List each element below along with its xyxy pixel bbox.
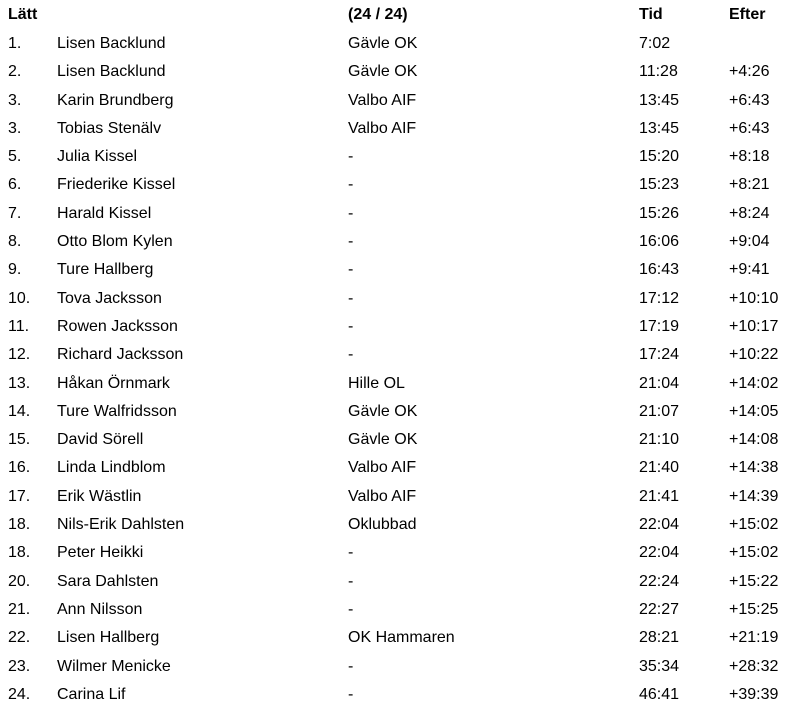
- result-place: 18.: [8, 516, 31, 534]
- result-place: 14.: [8, 402, 31, 420]
- time-behind: +6:43: [729, 91, 770, 109]
- time-behind: +8:18: [729, 148, 770, 166]
- result-row: [0, 115, 792, 143]
- result-row: [0, 200, 792, 228]
- result-row: [0, 313, 792, 341]
- result-place: 23.: [8, 657, 31, 675]
- club-name: OK Hammaren: [348, 629, 455, 647]
- result-time: 11:28: [639, 63, 678, 81]
- time-behind: +8:21: [729, 176, 770, 194]
- club-name: Valbo AIF: [348, 459, 417, 477]
- club-name: -: [348, 289, 354, 307]
- club-name: -: [348, 600, 354, 618]
- result-place: 20.: [8, 572, 31, 590]
- runner-name: Nils-Erik Dahlsten: [57, 516, 185, 534]
- result-row: [0, 171, 792, 199]
- result-time: 13:45: [639, 91, 680, 109]
- runner-name: Lisen Backlund: [57, 35, 166, 52]
- result-place: 13.: [8, 374, 31, 392]
- after-column-header: Efter: [729, 6, 766, 23]
- result-place: 9.: [8, 261, 22, 279]
- result-row: [0, 341, 792, 369]
- club-name: Valbo AIF: [348, 91, 417, 109]
- time-behind: +4:26: [729, 63, 770, 81]
- runner-name: Ture Hallberg: [57, 261, 154, 279]
- result-time: 15:26: [639, 204, 680, 222]
- result-row: [0, 87, 792, 115]
- runner-name: Ture Walfridsson: [57, 402, 177, 420]
- result-place: 18.: [8, 544, 31, 562]
- time-behind: +9:41: [729, 261, 770, 279]
- result-place: 10.: [8, 289, 31, 307]
- runner-name: David Sörell: [57, 431, 144, 449]
- result-place: 15.: [8, 431, 31, 449]
- result-time: 21:41: [639, 487, 680, 505]
- runner-name: Friederike Kissel: [57, 176, 176, 194]
- result-time: 16:06: [639, 233, 680, 251]
- result-time: 7:02: [639, 35, 671, 52]
- runner-name: Erik Wästlin: [57, 487, 142, 505]
- time-behind: +21:19: [729, 629, 779, 647]
- club-name: -: [348, 685, 354, 703]
- result-place: 24.: [8, 685, 31, 703]
- time-behind: +14:39: [729, 487, 779, 505]
- result-time: 21:10: [639, 431, 680, 449]
- result-time: 16:43: [639, 261, 680, 279]
- runner-name: Lisen Backlund: [57, 63, 166, 81]
- club-name: -: [348, 572, 354, 590]
- result-row: [0, 228, 792, 256]
- result-place: 3.: [8, 119, 22, 137]
- time-behind: +14:38: [729, 459, 779, 477]
- result-rows: [0, 30, 792, 709]
- result-place: 5.: [8, 148, 22, 166]
- result-row: [0, 483, 792, 511]
- runner-name: Karin Brundberg: [57, 91, 174, 109]
- time-behind: +15:02: [729, 516, 779, 534]
- club-name: Oklubbad: [348, 516, 417, 534]
- result-row: [0, 568, 792, 596]
- results-header: [0, 0, 792, 30]
- class-name: Lätt: [8, 6, 38, 23]
- club-name: Gävle OK: [348, 63, 418, 81]
- result-place: 12.: [8, 346, 31, 364]
- runner-name: Tova Jacksson: [57, 289, 162, 307]
- club-name: -: [348, 148, 354, 166]
- result-time: 17:12: [639, 289, 680, 307]
- time-column-header: Tid: [639, 6, 663, 23]
- result-row: [0, 511, 792, 539]
- runner-name: Julia Kissel: [57, 148, 138, 166]
- club-name: -: [348, 233, 354, 251]
- result-row: [0, 539, 792, 567]
- club-name: -: [348, 261, 354, 279]
- result-row: [0, 256, 792, 284]
- runner-name: Sara Dahlsten: [57, 572, 159, 590]
- result-row: [0, 454, 792, 482]
- result-row: [0, 426, 792, 454]
- result-place: 6.: [8, 176, 22, 194]
- time-behind: +10:10: [729, 289, 779, 307]
- club-name: -: [348, 204, 354, 222]
- result-time: 22:27: [639, 600, 680, 618]
- result-row: [0, 398, 792, 426]
- runner-name: Richard Jacksson: [57, 346, 184, 364]
- club-name: Gävle OK: [348, 402, 418, 420]
- result-row: [0, 285, 792, 313]
- result-row: [0, 58, 792, 86]
- club-name: -: [348, 317, 354, 335]
- result-place: 17.: [8, 487, 31, 505]
- time-behind: +28:32: [729, 657, 779, 675]
- runner-name: Rowen Jacksson: [57, 317, 178, 335]
- result-time: 22:04: [639, 544, 680, 562]
- runner-name: Peter Heikki: [57, 544, 144, 562]
- result-time: 21:40: [639, 459, 680, 477]
- time-behind: +8:24: [729, 204, 770, 222]
- club-name: Gävle OK: [348, 431, 418, 449]
- club-name: -: [348, 346, 354, 364]
- result-time: 35:34: [639, 657, 680, 675]
- club-name: Valbo AIF: [348, 487, 417, 505]
- result-count: (24 / 24): [348, 6, 408, 23]
- result-time: 22:24: [639, 572, 680, 590]
- time-behind: +15:25: [729, 600, 779, 618]
- result-place: 2.: [8, 63, 22, 81]
- runner-name: Ann Nilsson: [57, 600, 143, 618]
- runner-name: Harald Kissel: [57, 204, 152, 222]
- runner-name: Carina Lif: [57, 685, 126, 703]
- result-time: 21:07: [639, 402, 680, 420]
- runner-name: Tobias Stenälv: [57, 119, 162, 137]
- result-row: [0, 624, 792, 652]
- runner-name: Wilmer Menicke: [57, 657, 171, 675]
- result-time: 22:04: [639, 516, 680, 534]
- club-name: -: [348, 544, 354, 562]
- club-name: Gävle OK: [348, 35, 418, 52]
- time-behind: +14:08: [729, 431, 779, 449]
- result-row: [0, 681, 792, 709]
- result-time: 21:04: [639, 374, 680, 392]
- result-time: 15:23: [639, 176, 680, 194]
- time-behind: +39:39: [729, 685, 779, 703]
- runner-name: Otto Blom Kylen: [57, 233, 173, 251]
- club-name: Valbo AIF: [348, 119, 417, 137]
- result-time: 13:45: [639, 119, 680, 137]
- result-place: 3.: [8, 91, 22, 109]
- result-place: 8.: [8, 233, 22, 251]
- result-row: [0, 30, 792, 58]
- result-place: 1.: [8, 35, 22, 52]
- time-behind: +10:17: [729, 317, 779, 335]
- result-row: [0, 596, 792, 624]
- runner-name: Linda Lindblom: [57, 459, 166, 477]
- result-row: [0, 143, 792, 171]
- time-behind: +14:05: [729, 402, 779, 420]
- club-name: Hille OL: [348, 374, 405, 392]
- time-behind: +9:04: [729, 233, 770, 251]
- result-time: 28:21: [639, 629, 680, 647]
- result-place: 7.: [8, 204, 22, 222]
- result-row: [0, 653, 792, 681]
- result-place: 16.: [8, 459, 31, 477]
- time-behind: +14:02: [729, 374, 779, 392]
- result-place: 21.: [8, 600, 31, 618]
- result-time: 46:41: [639, 685, 680, 703]
- club-name: -: [348, 176, 354, 194]
- club-name: -: [348, 657, 354, 675]
- result-place: 11.: [8, 317, 30, 335]
- result-row: [0, 370, 792, 398]
- result-time: 17:19: [639, 317, 680, 335]
- time-behind: +10:22: [729, 346, 779, 364]
- runner-name: Håkan Örnmark: [57, 374, 170, 392]
- time-behind: +6:43: [729, 119, 770, 137]
- result-place: 22.: [8, 629, 31, 647]
- runner-name: Lisen Hallberg: [57, 629, 160, 647]
- result-time: 17:24: [639, 346, 680, 364]
- time-behind: +15:02: [729, 544, 779, 562]
- result-time: 15:20: [639, 148, 680, 166]
- time-behind: +15:22: [729, 572, 779, 590]
